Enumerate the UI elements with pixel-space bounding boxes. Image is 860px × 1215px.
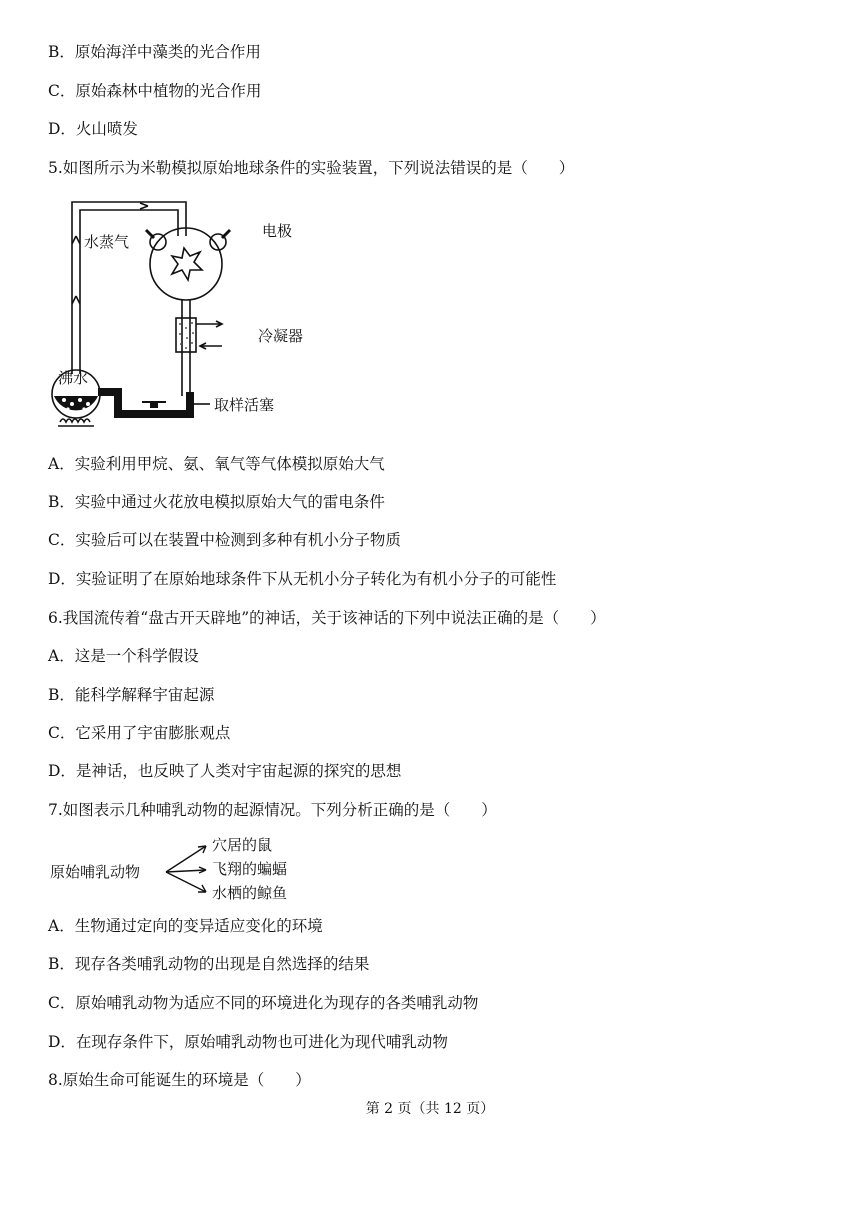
q7-option-c: C．原始哺乳动物为适应不同的环境进化为现存的各类哺乳动物 bbox=[48, 994, 479, 1012]
q5-option-d: D．实验证明了在原始地球条件下从无机小分子转化为有机小分子的可能性 bbox=[48, 570, 557, 588]
q7-option-b: B．现存各类哺乳动物的出现是自然选择的结果 bbox=[48, 955, 370, 973]
q7-option-d: D．在现存条件下，原始哺乳动物也可进化为现代哺乳动物 bbox=[48, 1033, 448, 1051]
q4-option-c: C．原始森林中植物的光合作用 bbox=[48, 82, 262, 100]
label-branch-burrowing-mouse: 穴居的鼠 bbox=[212, 836, 273, 854]
q5-option-b: B．实验中通过火花放电模拟原始大气的雷电条件 bbox=[48, 493, 385, 511]
page-footer: 第 2 页（共 12 页） bbox=[365, 1101, 495, 1117]
label-boiling-water: 沸水 bbox=[58, 369, 89, 387]
mammal-origin-figure bbox=[48, 832, 338, 906]
q6-stem: 6.我国流传着“盘古开天辟地”的神话，关于该神话的下列中说法正确的是（ ） bbox=[48, 609, 606, 627]
miller-apparatus-figure bbox=[50, 196, 330, 436]
q5-option-a: A．实验利用甲烷、氨、氧气等气体模拟原始大气 bbox=[48, 455, 385, 473]
label-steam: 水蒸气 bbox=[84, 233, 130, 251]
q4-option-b: B．原始海洋中藻类的光合作用 bbox=[48, 43, 261, 61]
label-branch-aquatic-whale: 水栖的鲸鱼 bbox=[212, 884, 288, 902]
label-sampling-valve: 取样活塞 bbox=[214, 396, 275, 414]
q5-option-c: C．实验后可以在装置中检测到多种有机小分子物质 bbox=[48, 531, 401, 549]
q7-option-a: A．生物通过定向的变异适应变化的环境 bbox=[48, 917, 323, 935]
q6-option-c: C．它采用了宇宙膨胀观点 bbox=[48, 724, 231, 742]
q6-option-a: A．这是一个科学假设 bbox=[48, 647, 199, 665]
q8-stem: 8.原始生命可能诞生的环境是（ ） bbox=[48, 1071, 311, 1089]
label-electrode: 电极 bbox=[262, 222, 293, 240]
q5-stem: 5.如图所示为米勒模拟原始地球条件的实验装置，下列说法错误的是（ ） bbox=[48, 159, 575, 177]
q6-option-b: B．能科学解释宇宙起源 bbox=[48, 686, 215, 704]
label-branch-flying-bat: 飞翔的蝙蝠 bbox=[212, 860, 288, 878]
q4-option-d: D．火山喷发 bbox=[48, 120, 138, 138]
label-condenser: 冷凝器 bbox=[258, 327, 304, 345]
label-origin-mammal: 原始哺乳动物 bbox=[50, 863, 141, 881]
q7-stem: 7.如图表示几种哺乳动物的起源情况。下列分析正确的是（ ） bbox=[48, 801, 497, 819]
q6-option-d: D．是神话，也反映了人类对宇宙起源的探究的思想 bbox=[48, 762, 402, 780]
